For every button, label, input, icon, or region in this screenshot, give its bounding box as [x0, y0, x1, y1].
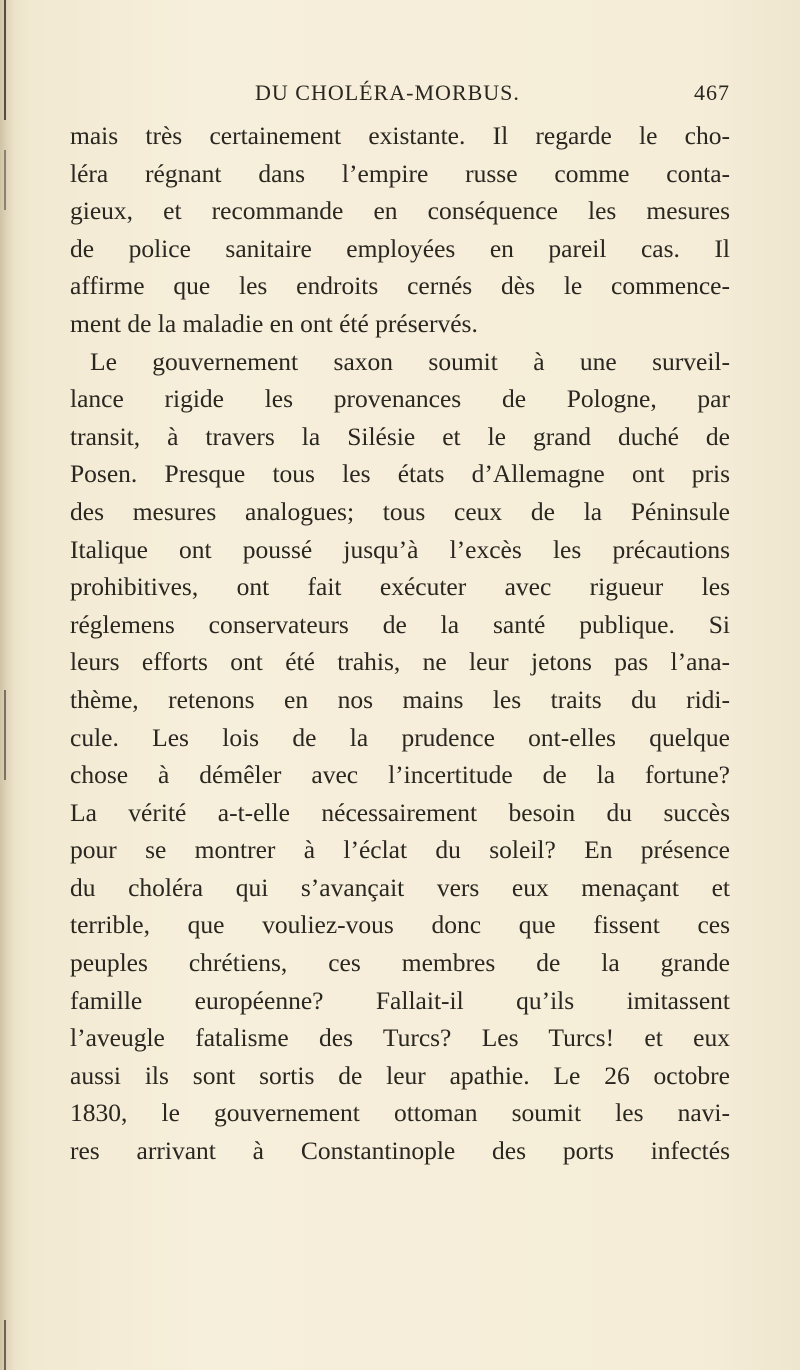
text-line: pour se montrer à l’éclat du soleil? En présence — [70, 835, 730, 865]
text-line: aussi ils sont sortis de leur apathie. Le 26 octobre — [70, 1060, 730, 1090]
text-line: famille européenne? Fallait-il qu’ils imitassent — [70, 985, 730, 1015]
text-line: de police sanitaire employées en pareil cas. Il — [70, 233, 730, 263]
text-line: des mesures analogues; tous ceux de la Péninsule — [70, 496, 730, 526]
text-line: terrible, que vouliez-vous donc que fissent ces — [70, 910, 730, 940]
text-line: leurs efforts ont été trahis, ne leur jetons pas l’ana- — [70, 647, 730, 677]
text-line: réglemens conservateurs de la santé publique. Si — [70, 609, 730, 639]
text-line: léra régnant dans l’empire russe comme conta- — [70, 158, 730, 188]
body-text — [70, 117, 730, 1170]
text-line: mais très certainement existante. Il regarde le cho- — [70, 121, 730, 150]
text-line: 1830, le gouvernement ottoman soumit les navi- — [70, 1098, 730, 1128]
text-line: ment de la maladie en ont été préservés. — [70, 308, 478, 338]
text-line: Posen. Presque tous les états d’Allemagne ont pris — [70, 459, 730, 489]
text-line: Le gouvernement saxon soumit à une surveil- — [90, 346, 730, 376]
text-line: res arrivant à Constantinople des ports infectés — [70, 1136, 730, 1166]
gutter-shadow-mark — [4, 0, 6, 120]
text-line: cule. Les lois de la prudence ont-elles quelque — [70, 722, 730, 752]
text-line: chose à démêler avec l’incertitude de la fortune? — [70, 760, 730, 790]
page-number: 467 — [694, 80, 730, 105]
page-gutter — [0, 0, 14, 1370]
text-line: peuples chrétiens, ces membres de la grande — [70, 948, 730, 978]
running-title: DU CHOLÉRA-MORBUS. — [255, 80, 520, 105]
text-line: transit, à travers la Silésie et le grand duché de — [70, 421, 730, 451]
text-line: prohibitives, ont fait exécuter avec rigueur les — [70, 572, 730, 602]
text-line: affirme que les endroits cernés dès le commence- — [70, 271, 730, 301]
gutter-shadow-mark — [4, 690, 6, 780]
text-line: lance rigide les provenances de Pologne, par — [70, 384, 730, 414]
text-line: Italique ont poussé jusqu’à l’excès les précautions — [70, 534, 730, 564]
text-line: La vérité a-t-elle nécessairement besoin du succès — [70, 797, 730, 827]
gutter-shadow-mark — [4, 1320, 6, 1370]
text-line: l’aveugle fatalisme des Turcs? Les Turcs! et eux — [70, 1023, 730, 1053]
running-head — [70, 80, 730, 110]
gutter-shadow-mark — [4, 150, 6, 210]
text-line: gieux, et recommande en conséquence les mesures — [70, 196, 730, 226]
text-line: thème, retenons en nos mains les traits du ridi- — [70, 684, 730, 714]
text-line: du choléra qui s’avançait vers eux menaçant et — [70, 872, 730, 902]
